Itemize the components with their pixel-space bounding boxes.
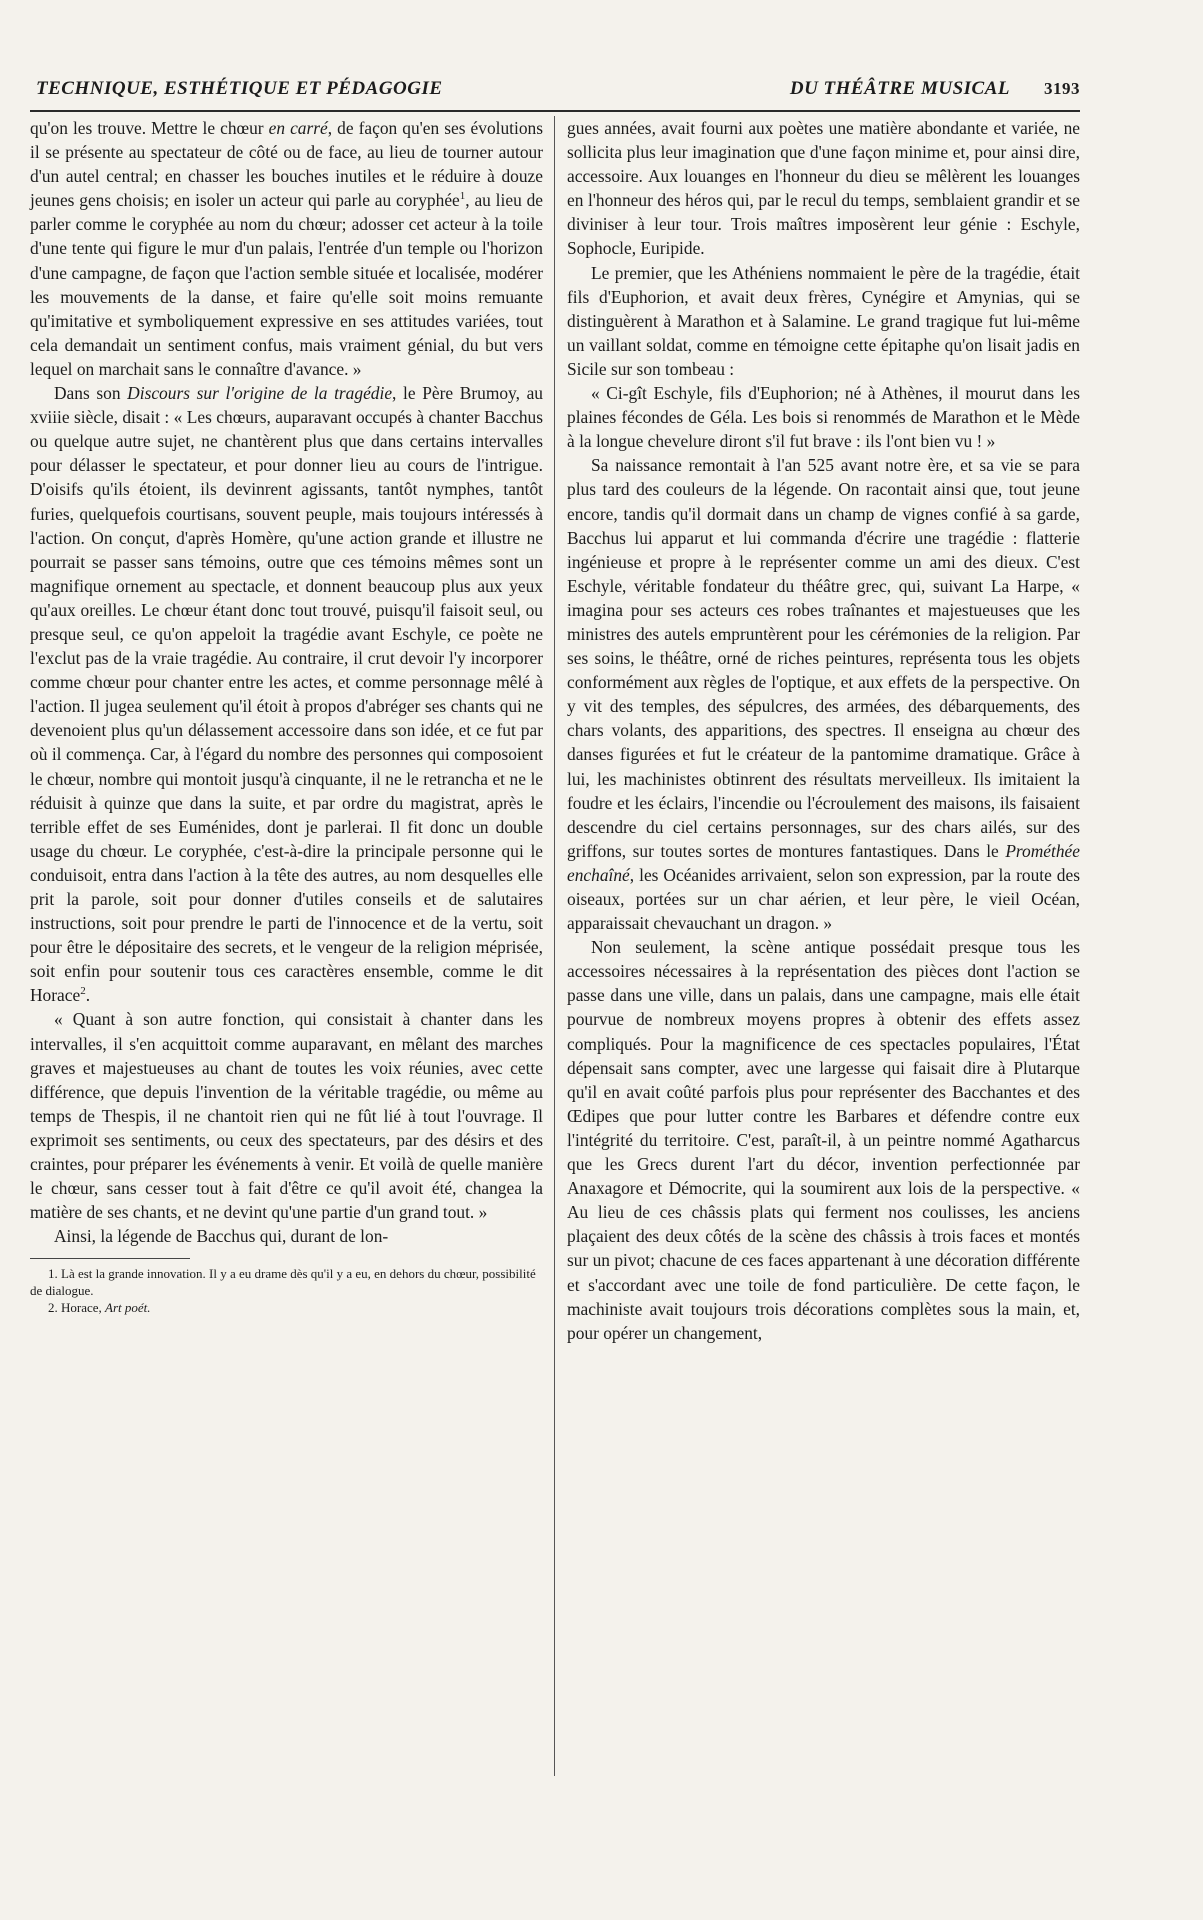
paragraph: Le premier, que les Athéniens nommaient le père de la tragédie, était fils d'Euphorion, et avait deux frères, Cynégire et Amynias, qui se distinguèrent à Marathon et à Salamine. Le grand tragique fut lui-même un vaillant soldat, comme en témoigne cette épitaphe qu'on lisait jadis en Sicile sur son tombeau : bbox=[567, 262, 1080, 379]
page-number: 3193 bbox=[1044, 79, 1080, 98]
paragraph: gues années, avait fourni aux poètes une matière abondante et variée, ne sollicita plus leur imagination que d'une façon minime et, pour ainsi dire, accessoire. Aux louanges en l'honneur du dieu se mêlèrent les louanges en l'honneur des héros qui, par le recul du temps, semblaient grandir et se diviniser à leur tour. Trois maîtres imposèrent leur génie : Eschyle, Sophocle, Euripide. bbox=[567, 118, 1080, 259]
footnote-1: 1. Là est la grande innovation. Il y a eu drame dès qu'il y a eu, en dehors du chœur, possibilité de dialogue. bbox=[30, 1266, 536, 1299]
paragraph: Sa naissance remontait à l'an 525 avant notre ère, et sa vie se para plus tard des couleurs de la légende. On racontait ainsi que, tout jeune encore, tandis qu'il dormait dans un champ de vignes confié à sa garde, Bacchus lui apparut et lui commanda d'écrire une tragédie : flatterie ingénieuse et propre à le représenter comme un ami des dieux. C'est Eschyle, véritable fondateur du théâtre grec, qui, suivant La Harpe, « imagina pour ses acteurs ces robes traînantes et majestueuses que les ministres des autels empruntèrent pour les cérémonies de la religion. Par ses soins, le théâtre, orné de riches peintures, représenta tous les objets conformément aux règles de l'optique, et aux effets de la perspective. On y vit des temples, des sépulcres, des armées, des débarquements, des chars volants, des apparitions, des spectres. Il enseigna au chœur des danses figurées et fut le créateur de la pantomime dramatique. Grâce à lui, les machinistes obtinrent des résultats merveilleux. Ils imitaient la foudre et les éclairs, l'incendie ou l'écroulement des maisons, ils faisaient descendre du ciel certains personnages, sur des chars ailés, sur des griffons, sur toutes sortes de montures fantastiques. Dans le Prométhée enchaîné, les Océanides arrivaient, selon son expression, par la route des oiseaux, portées sur un char aérien, et leur père, le vieil Océan, apparaissait chevauchant un dragon. » bbox=[567, 455, 1080, 934]
paragraph: « Ci-gît Eschyle, fils d'Euphorion; né à Athènes, il mourut dans les plaines fécondes de Géla. Les bois si renommés de Marathon et le Mède à la longue chevelure diront s'il fut brave : ils l'ont bien vu ! » bbox=[567, 383, 1080, 452]
document-page bbox=[30, 70, 1080, 1343]
paragraph: « Quant à son autre fonction, qui consistait à chanter dans les intervalles, il s'en acquittoit comme auparavant, en mêlant des marches graves et majestueuses au chant de toutes les voix réunies, avec cette différence, que depuis l'invention de la véritable tragédie, ou même au temps de Thespis, il ne chantoit rien qui ne fût lié à tout l'ouvrage. Il exprimoit ses sentiments, ou ceux des spectateurs, par des désirs et des craintes, pour préparer les événements à venir. Et voilà de quelle manière le chœur, sans cesser tout à fait d'être ce qu'il avoit été, changea la matière de ses chants, et ne devint qu'une partie d'un grand tout. » bbox=[30, 1009, 543, 1223]
footnote-marker: 2 bbox=[80, 985, 86, 998]
header-left-title: TECHNIQUE, ESTHÉTIQUE ET PÉDAGOGIE bbox=[36, 78, 443, 99]
paragraph: qu'on les trouve. Mettre le chœur en carré, de façon qu'en ses évolutions il se présente au spectateur de côté ou de face, au lieu de tourner autour d'un autel central; en chasser les bouches inutiles et le réduire à douze jeunes gens choisis; en isoler un acteur qui parle au coryphée$^1$, au lieu de parler comme le coryphée au nom du chœur; adosser cet acteur à la toile d'une tente qui figure le mur d'un palais, l'entrée d'un temple ou l'horizon d'une campagne, de façon que l'action semble située et localisée, modérer les mouvements de la danse, et faire qu'elle soit moins remuante qu'imitative et symboliquement expressive en ses attitudes variées, tout cela demandait un sentiment confus, mais vraiment génial, du but vers lequel on marchait sans le connaître d'avance. » bbox=[30, 118, 544, 379]
running-header bbox=[30, 70, 1080, 112]
footnote-2: 2. Horace, Art poét. bbox=[48, 1300, 151, 1316]
paragraph: Dans son Discours sur l'origine de la tragédie, le Père Brumoy, au xviiie siècle, disait : « Les chœurs, auparavant occupés à chanter Bacchus ou quelque autre sujet, ne chantèrent plus que dans certains intervalles pour délasser le spectateur, et pour donner lieu au cours de l'intrigue. D'oisifs qu'ils étoient, ils devinrent agissants, tantôt nymphes, tantôt furies, quelquefois courtisans, souvent peuple, mais toujours intéressés à l'action. On conçut, d'après Homère, qu'une action grande et illustre ne pourrait se passer sans témoins, outre que ces témoins mêmes sont un magnifique ornement au spectacle, et donnent beaucoup plus aux yeux qu'aux oreilles. Le chœur étant donc tout trouvé, puisqu'il faisoit seul, ou presque seul, ce qu'on appeloit la tragédie avant Eschyle, ce poète ne l'exclut pas de la vraie tragédie. Au contraire, il crut devoir l'y incorporer comme chœur pour chanter entre les actes, et comme personnage mêlé à l'action. Il jugea seulement qu'il étoit à propos d'abréger ses chants qui ne devenoient plus qu'un délassement accessoire dans son idée, et ce fut par où il commença. Car, à l'égard du nombre des personnes qui composoient le chœur, nombre qui montoit jusqu'à cinquante, il ne le retrancha et ne le réduisit à quinze que dans la suite, et par ordre du magistrat, après le terrible effet de ses Euménides, dont je parlerai. Il fit donc un double usage du chœur. Le coryphée, c'est-à-dire la principale personne qui le conduisoit, entra dans l'action à la tête des autres, au nom desquelles elle prit la parole, soit pour donner d'utiles conseils et de salutaires instructions, soit pour prendre le parti de l'innocence et de la vertu, soit pour être le dépositaire des secrets, et le vengeur de la religion méprisée, soit enfin pour soutenir tous ces caractères ensemble, comme le dit Horace$^2$. bbox=[30, 383, 543, 1006]
footnote-marker: 1 bbox=[459, 190, 466, 203]
right-column bbox=[567, 116, 1080, 1345]
left-column bbox=[30, 116, 543, 1316]
footnotes bbox=[30, 1265, 543, 1316]
footnote-rule bbox=[30, 1258, 190, 1259]
paragraph: Non seulement, la scène antique possédait presque tous les accessoires nécessaires à la représentation des pièces dont l'action se passe dans une ville, dans un palais, dans une campagne, mais elle était pourvue de nombreux moyens propres à obtenir des effets assez compliqués. Pour la magnificence de ces spectacles populaires, l'État dépensait sans compter, avec une largesse qui faisait dire à Plutarque qu'il en avait coûté parfois plus pour représenter des Bacchantes et des Œdipes que pour lutter contre les Barbares et défendre contre eux l'intégrité du territoire. C'est, paraît-il, à un peintre nommé Agatharcus que les Grecs durent l'art du décor, invention perfectionnée par Anaxagore et Démocrite, qui la soumirent aux lois de la perspective. « Au lieu de ces châssis plats qui ferment nos coulisses, les anciens plaçaient des deux côtés de la scène des châssis à trois faces et montés sur un pivot; chacune de ces faces appartenant à une décoration différente et s'accordant avec une toile de fond particulière. De cette façon, le machiniste avait toujours trois décorations complètes sous la main, et, pour opérer un changement, bbox=[567, 937, 1080, 1343]
text-columns bbox=[30, 116, 1080, 1866]
column-divider bbox=[554, 116, 555, 1776]
paragraph: Ainsi, la légende de Bacchus qui, durant de lon- bbox=[54, 1226, 389, 1247]
header-right-title: DU THÉÂTRE MUSICAL bbox=[789, 78, 1010, 99]
